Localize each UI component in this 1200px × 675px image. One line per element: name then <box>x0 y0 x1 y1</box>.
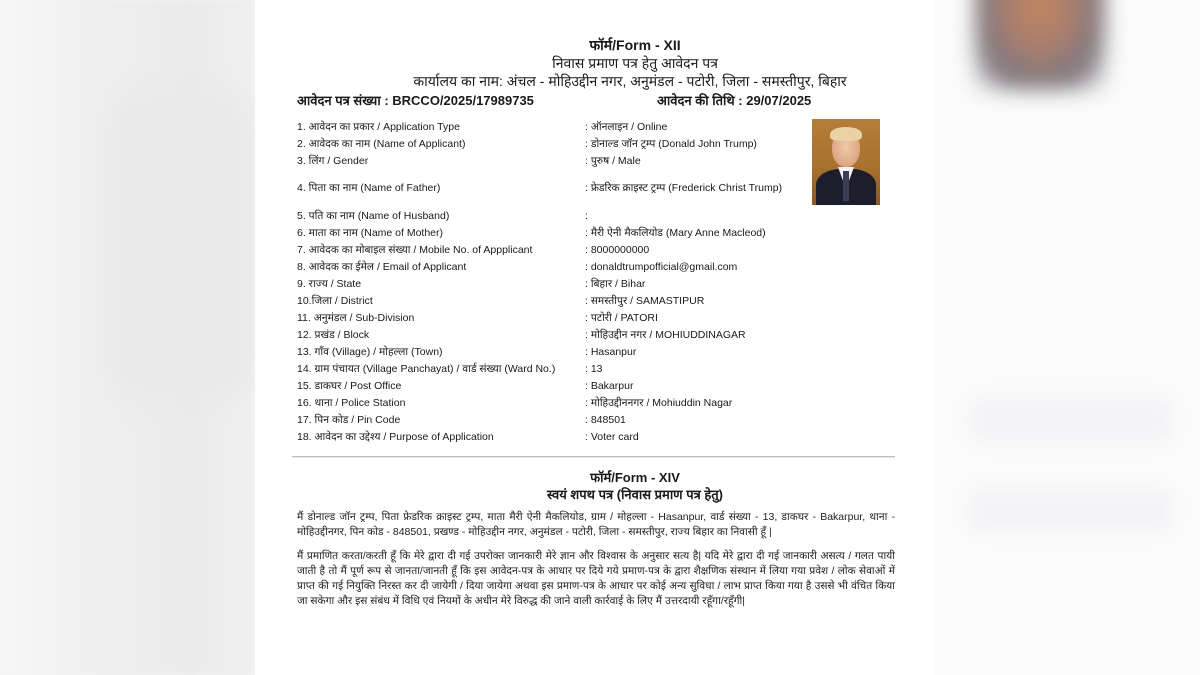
field-value: : समस्तीपुर / SAMASTIPUR <box>585 295 705 307</box>
field-value: : पटोरी / PATORI <box>585 312 658 324</box>
field-label: 8. आवेदक का ईमेल / Email of Applicant <box>297 261 467 273</box>
photo-hair <box>830 127 862 141</box>
blurred-row-ghost <box>970 490 1170 530</box>
form-14-subtitle: स्वयं शपथ पत्र (निवास प्रमाण पत्र हेतु) <box>546 487 724 502</box>
field-value: : ऑनलाइन / Online <box>585 121 668 133</box>
document-page <box>255 0 935 675</box>
field-value: : डोनाल्ड जॉन ट्रम्प (Donald John Trump) <box>585 138 757 150</box>
blurred-background-left <box>0 0 255 675</box>
affidavit-paragraph-residence: मैं डोनाल्ड जॉन ट्रम्प, पिता फ्रेडरिक क्राइस्ट ट्रम्प, माता मैरी ऐनी मैकलियोड, ग्राम / मोहल्ला - Hasanpur, वार्ड संख्या - 13, डाकघर - Bakarpur, थाना - मोहिउद्दीनगर, पिन कोड - 848501, प्रखण्ड - मोहिउद्दीन नगर, अनुमंडल - पटोरी, जिला - समस्तीपुर, राज्य बिहार का निवासी हूँ | <box>297 511 895 538</box>
field-value: : मोहिउद्दीन नगर / MOHIUDDINAGAR <box>585 329 746 341</box>
form-14-title: फॉर्म/Form - XIV <box>590 470 680 485</box>
field-value: : 848501 <box>585 414 626 426</box>
form-12-title: फॉर्म/Form - XII <box>589 37 681 53</box>
field-value: : 13 <box>585 363 603 375</box>
blurred-ghost-shape <box>110 95 250 395</box>
field-label: 9. राज्य / State <box>297 278 362 290</box>
field-value: : बिहार / Bihar <box>585 278 646 290</box>
field-label: 7. आवेदक का मोबाइल संख्या / Mobile No. of Appplicant <box>297 244 533 256</box>
form-12-header <box>255 36 935 90</box>
field-value: : Voter card <box>585 431 639 443</box>
field-label: 10.जिला / District <box>297 295 373 307</box>
field-label: 16. थाना / Police Station <box>297 397 406 409</box>
photo-tie <box>843 171 849 201</box>
affidavit-paragraph-declaration: मैं प्रमाणित करता/करती हूँ कि मेरे द्वारा दी गई उपरोक्त जानकारी मेरे ज्ञान और विश्वास के अनुसार सत्य है| यदि मेरे द्वारा दी गई जानकारी असत्य / गलत पायी जाती है तो मैं पूर्ण रूप से जानता/जानती हूँ कि इस आवेदन-पत्र के आधार पर दिये गये प्रमाण-पत्र के द्वारा शैक्षणिक संस्थान में लिया गया प्रवेश / लोक सेवाओं में प्राप्त की गई नियुक्ति निरस्त कर दी जायेगी / दिया जायेगा अथवा इस प्रमाण-पत्र के आधार पर कोई अन्य सुविधा / लाभ प्राप्त किया गया है उससे भी वंचित किया जा सकेगा और इस संबंध में विधि एवं नियमों के अधीन मेरे विरुद्ध की जाने वाली कार्रवाई के लिए मैं उत्तरदायी रहूँगा/रहूँगी| <box>297 550 895 607</box>
field-label: 6. माता का नाम (Name of Mother) <box>297 227 444 239</box>
applicant-photo <box>812 119 880 205</box>
field-label: 18. आवेदन का उद्देश्य / Purpose of Application <box>297 431 494 443</box>
field-value: : Bakarpur <box>585 380 634 392</box>
field-label: 13. गाँव (Village) / मोहल्ला (Town) <box>297 346 443 358</box>
field-value: : <box>585 210 588 222</box>
field-value: : पुरुष / Male <box>585 155 641 167</box>
field-label: 2. आवेदक का नाम (Name of Applicant) <box>297 138 466 150</box>
field-label: 14. ग्राम पंचायत (Village Panchayat) / वार्ड संख्या (Ward No.) <box>297 363 556 375</box>
section-divider <box>292 456 895 457</box>
office-name: कार्यालय का नाम: अंचल - मोहिउद्दीन नगर, अनुमंडल - पटोरी, जिला - समस्तीपुर, बिहार <box>413 73 847 89</box>
blurred-background-right <box>935 0 1200 675</box>
field-label: 11. अनुमंडल / Sub-Division <box>297 312 415 324</box>
field-value: : फ्रेडरिक क्राइस्ट ट्रम्प (Frederick Christ Trump) <box>585 182 783 194</box>
blurred-row-ghost <box>970 400 1170 440</box>
field-label: 15. डाकघर / Post Office <box>297 380 402 392</box>
field-value: : मोहिउद्दीननगर / Mohiuddin Nagar <box>585 397 733 409</box>
field-value: : donaldtrumpofficial@gmail.com <box>585 261 738 273</box>
form-12-subtitle: निवास प्रमाण पत्र हेतु आवेदन पत्र <box>552 55 718 71</box>
form-14-header <box>255 469 935 504</box>
application-number: आवेदन पत्र संख्या : BRCCO/2025/17989735 <box>297 93 534 108</box>
field-value: : मैरी ऐनी मैकलियोड (Mary Anne Macleod) <box>585 227 766 239</box>
blurred-photo-ghost <box>975 0 1105 90</box>
field-label: 4. पिता का नाम (Name of Father) <box>297 182 441 194</box>
field-label: 1. आवेदन का प्रकार / Application Type <box>297 121 460 133</box>
application-date: आवेदन की तिथि : 29/07/2025 <box>657 93 812 108</box>
field-value: : 8000000000 <box>585 244 650 256</box>
field-label: 17. पिन कोड / Pin Code <box>297 414 401 426</box>
field-label: 12. प्रखंड / Block <box>297 329 370 341</box>
field-label: 3. लिंग / Gender <box>297 155 369 167</box>
field-label: 5. पति का नाम (Name of Husband) <box>297 210 450 222</box>
field-value: : Hasanpur <box>585 346 637 358</box>
